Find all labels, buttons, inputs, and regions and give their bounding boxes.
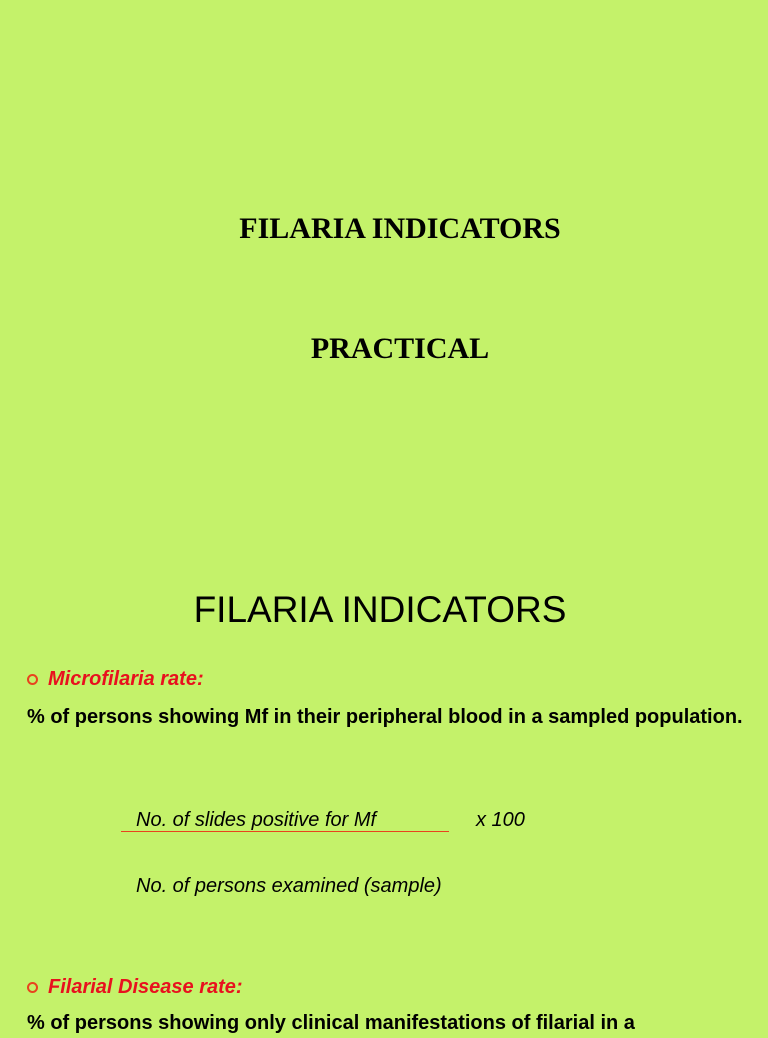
formula-numerator: No. of slides positive for Mf bbox=[136, 809, 377, 831]
slide-subtitle: PRACTICAL bbox=[310, 332, 490, 365]
formula-denominator: No. of persons examined (sample) bbox=[136, 875, 442, 897]
filarial-disease-rate-heading bbox=[27, 976, 243, 999]
formula-multiplier: x 100 bbox=[476, 809, 525, 831]
section-title: FILARIA INDICATORS bbox=[193, 589, 567, 630]
circle-bullet-icon bbox=[27, 674, 38, 685]
filarial-disease-rate-label: Filarial Disease rate: bbox=[48, 976, 243, 998]
microfilaria-rate-heading bbox=[27, 668, 204, 691]
slide-title: FILARIA INDICATORS bbox=[239, 212, 561, 245]
microfilaria-rate-definition: % of persons showing Mf in their peripheral blood in a sampled population. bbox=[27, 706, 743, 728]
circle-bullet-icon bbox=[27, 982, 38, 993]
fraction-line bbox=[121, 831, 449, 832]
filarial-disease-rate-definition: % of persons showing only clinical manifestations of filarial in a bbox=[27, 1012, 635, 1034]
microfilaria-rate-label: Microfilaria rate: bbox=[48, 668, 204, 690]
